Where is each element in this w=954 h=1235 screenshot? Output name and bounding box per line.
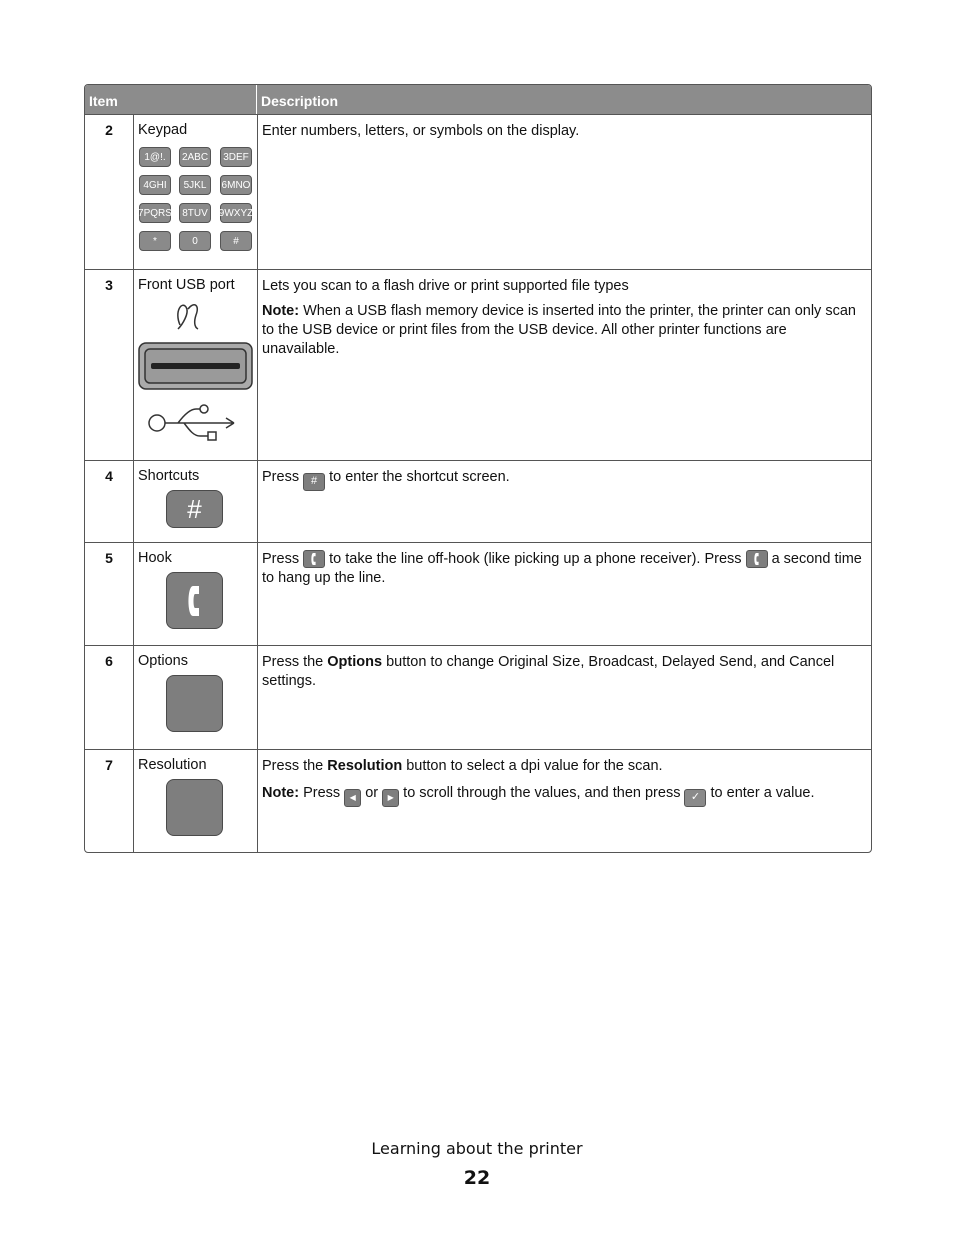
phone-handset-icon	[746, 550, 768, 568]
desc-bold: Options	[327, 654, 383, 670]
keypad-key: 5JKL	[179, 175, 211, 195]
header-item: Item	[85, 85, 257, 114]
keypad-key: 8TUV	[179, 203, 211, 223]
keypad-key: 7PQRS	[139, 203, 171, 223]
hash-icon: #	[303, 473, 325, 491]
item-description	[262, 468, 867, 491]
item-number: 5	[85, 543, 134, 645]
footer-section-title: Learning about the printer	[371, 1139, 583, 1158]
item-number: 4	[85, 461, 134, 542]
item-name: Keypad	[138, 122, 188, 138]
left-arrow-icon: ◀	[344, 789, 361, 807]
page-number: 22	[463, 1167, 491, 1189]
keypad-key: 1@!.	[139, 147, 171, 167]
item-description	[262, 653, 867, 691]
keypad-icon	[138, 138, 253, 248]
note-text: to enter a value.	[706, 785, 815, 801]
desc-text: to take the line off-hook (like picking up a phone receiver). Press	[325, 551, 746, 567]
item-description: Enter numbers, letters, or symbols on the display.	[262, 123, 580, 139]
desc-text: Press	[262, 469, 304, 485]
item-description: Lets you scan to a flash drive or print supported file types	[262, 278, 629, 294]
note-text: When a USB flash memory device is inserted into the printer, the printer can only scan to the USB device or print files from the USB device. All other printer functions are unavailable.	[262, 303, 856, 357]
keypad-key: #	[220, 231, 252, 251]
desc-text: a second time to hang up the line.	[262, 551, 862, 586]
desc-text: Press the	[262, 654, 328, 670]
item-name: Front USB port	[138, 277, 235, 293]
item-name: Hook	[138, 550, 172, 566]
item-note	[262, 784, 867, 807]
table-row	[85, 749, 871, 852]
table-header	[85, 85, 871, 114]
control-panel-table	[84, 84, 872, 853]
note-text: to scroll through the values, and then press	[399, 785, 685, 801]
checkmark-icon: ✓	[684, 789, 706, 807]
item-name: Shortcuts	[138, 468, 200, 484]
note-text: or	[361, 785, 383, 801]
table-row	[85, 460, 871, 542]
item-description	[262, 757, 867, 776]
table-row	[85, 542, 871, 645]
keypad-key: *	[139, 231, 171, 251]
header-description: Description	[261, 93, 339, 109]
note-label: Note:	[262, 785, 300, 801]
keypad-key: 4GHI	[139, 175, 171, 195]
item-note	[262, 302, 867, 359]
keypad-key: 2ABC	[179, 147, 211, 167]
table-row	[85, 114, 871, 269]
right-arrow-icon: ▶	[382, 789, 399, 807]
item-number: 7	[85, 750, 134, 852]
keypad-key: 6MNO	[220, 175, 252, 195]
item-number: 2	[85, 115, 134, 269]
item-number: 6	[85, 646, 134, 749]
desc-text: to enter the shortcut screen.	[325, 469, 510, 485]
item-name: Resolution	[138, 757, 207, 773]
item-number: 3	[85, 270, 134, 460]
options-button-icon	[166, 675, 223, 732]
table-row	[85, 269, 871, 460]
phone-handset-icon	[303, 550, 325, 568]
note-text: Press	[299, 785, 345, 801]
item-name: Options	[138, 653, 188, 669]
keypad-key: 9WXYZ	[220, 203, 252, 223]
desc-bold: Resolution	[327, 758, 403, 774]
desc-text: Press the	[262, 758, 328, 774]
desc-text: button to select a dpi value for the scan.	[402, 758, 663, 774]
hash-icon: #	[166, 490, 223, 528]
desc-text: Press	[262, 551, 304, 567]
note-label: Note:	[262, 303, 300, 319]
keypad-key: 0	[179, 231, 211, 251]
table-row	[85, 645, 871, 749]
desc-text: button to change Original Size, Broadcast, Delayed Send, and Cancel settings.	[262, 654, 835, 689]
usb-port-icon	[138, 295, 254, 453]
keypad-key: 3DEF	[220, 147, 252, 167]
resolution-button-icon	[166, 779, 223, 836]
item-description	[262, 550, 867, 588]
phone-handset-icon	[166, 572, 223, 629]
